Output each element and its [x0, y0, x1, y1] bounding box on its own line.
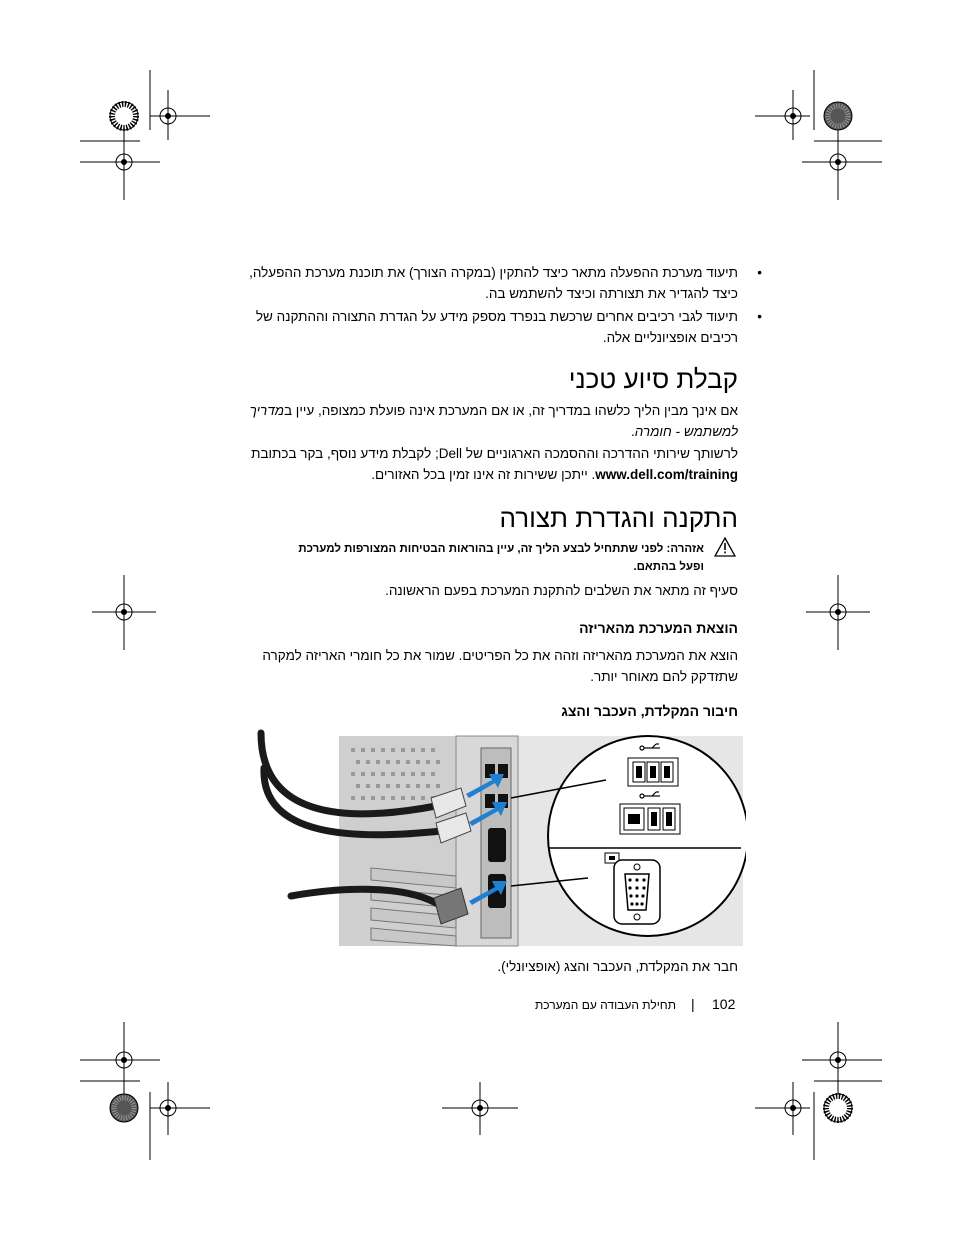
network-usb-ports — [620, 804, 680, 834]
warning-text: אזהרה: לפני שתתחיל לבצע הליך זה, עיין בהוראות הבטיחות המצורפות למערכת ופעל בהתאם. — [298, 543, 704, 573]
bullet-item-os-docs — [238, 262, 762, 304]
support-paragraph-2: לרשותך שירותי ההדרכה וההסמכה הארגוניים של Dell; לקבלת מידע נוסף, בקר בכתובת www.dell.com/training. ייתכן ששירות זה אינו זמין בכל האזורים. — [251, 446, 738, 482]
footer-title: תחילת העבודה עם המערכת — [535, 998, 676, 1012]
usb-ports — [628, 758, 678, 786]
footer-separator: | — [691, 996, 695, 1012]
install-heading: התקנה והגדרת תצורה — [499, 503, 738, 533]
figure-caption: חבר את המקלדת, העכבר והצג (אופציונלי). — [497, 959, 738, 974]
support-paragraph-1: אם אינך מבין הליך כלשהו במדריך זה, או אם המערכת אינה פועלת כמצופה, עיין במדריך למשתמש - חומרה. — [249, 403, 738, 439]
page-number: 102 — [712, 996, 736, 1012]
bullet-item-component-docs — [238, 306, 762, 348]
hardware-guide-title: מדריך למשתמש - חומרה — [249, 403, 738, 439]
bullet-icon: • — [757, 265, 762, 280]
unpack-text: הוצא את המערכת מהאריזה וזהה את כל הפריטים. שמור את כל חומרי האריזה למקרה שתזדקק להם מאוחר יותר. — [262, 648, 738, 684]
bullet-text: תיעוד לגבי רכיבים אחרים שרכשת בנפרד מספק מידע על הגדרת התצורה וההתקנה של רכיבים אופציונליים אלה. — [255, 309, 738, 345]
vga-port — [614, 860, 660, 924]
support-heading: קבלת סיוע טכני — [568, 364, 738, 394]
unpack-heading: הוצאת המערכת מהאריזה — [579, 620, 738, 636]
connect-heading: חיבור המקלדת, העכבר והצג — [561, 703, 738, 719]
install-intro: סעיף זה מתאר את השלבים להתקנת המערכת בפעם הראשונה. — [385, 583, 738, 598]
warning-icon — [714, 537, 736, 557]
connection-figure — [256, 728, 746, 948]
bullet-icon: • — [757, 309, 762, 324]
training-link[interactable]: www.dell.com/training — [595, 467, 738, 482]
bullet-text: תיעוד מערכת ההפעלה מתאר כיצד להתקין (במקרה הצורך) את תוכנת מערכת ההפעלה, כיצד להגדיר את תצורתה וכיצד להשתמש בה. — [249, 265, 738, 301]
